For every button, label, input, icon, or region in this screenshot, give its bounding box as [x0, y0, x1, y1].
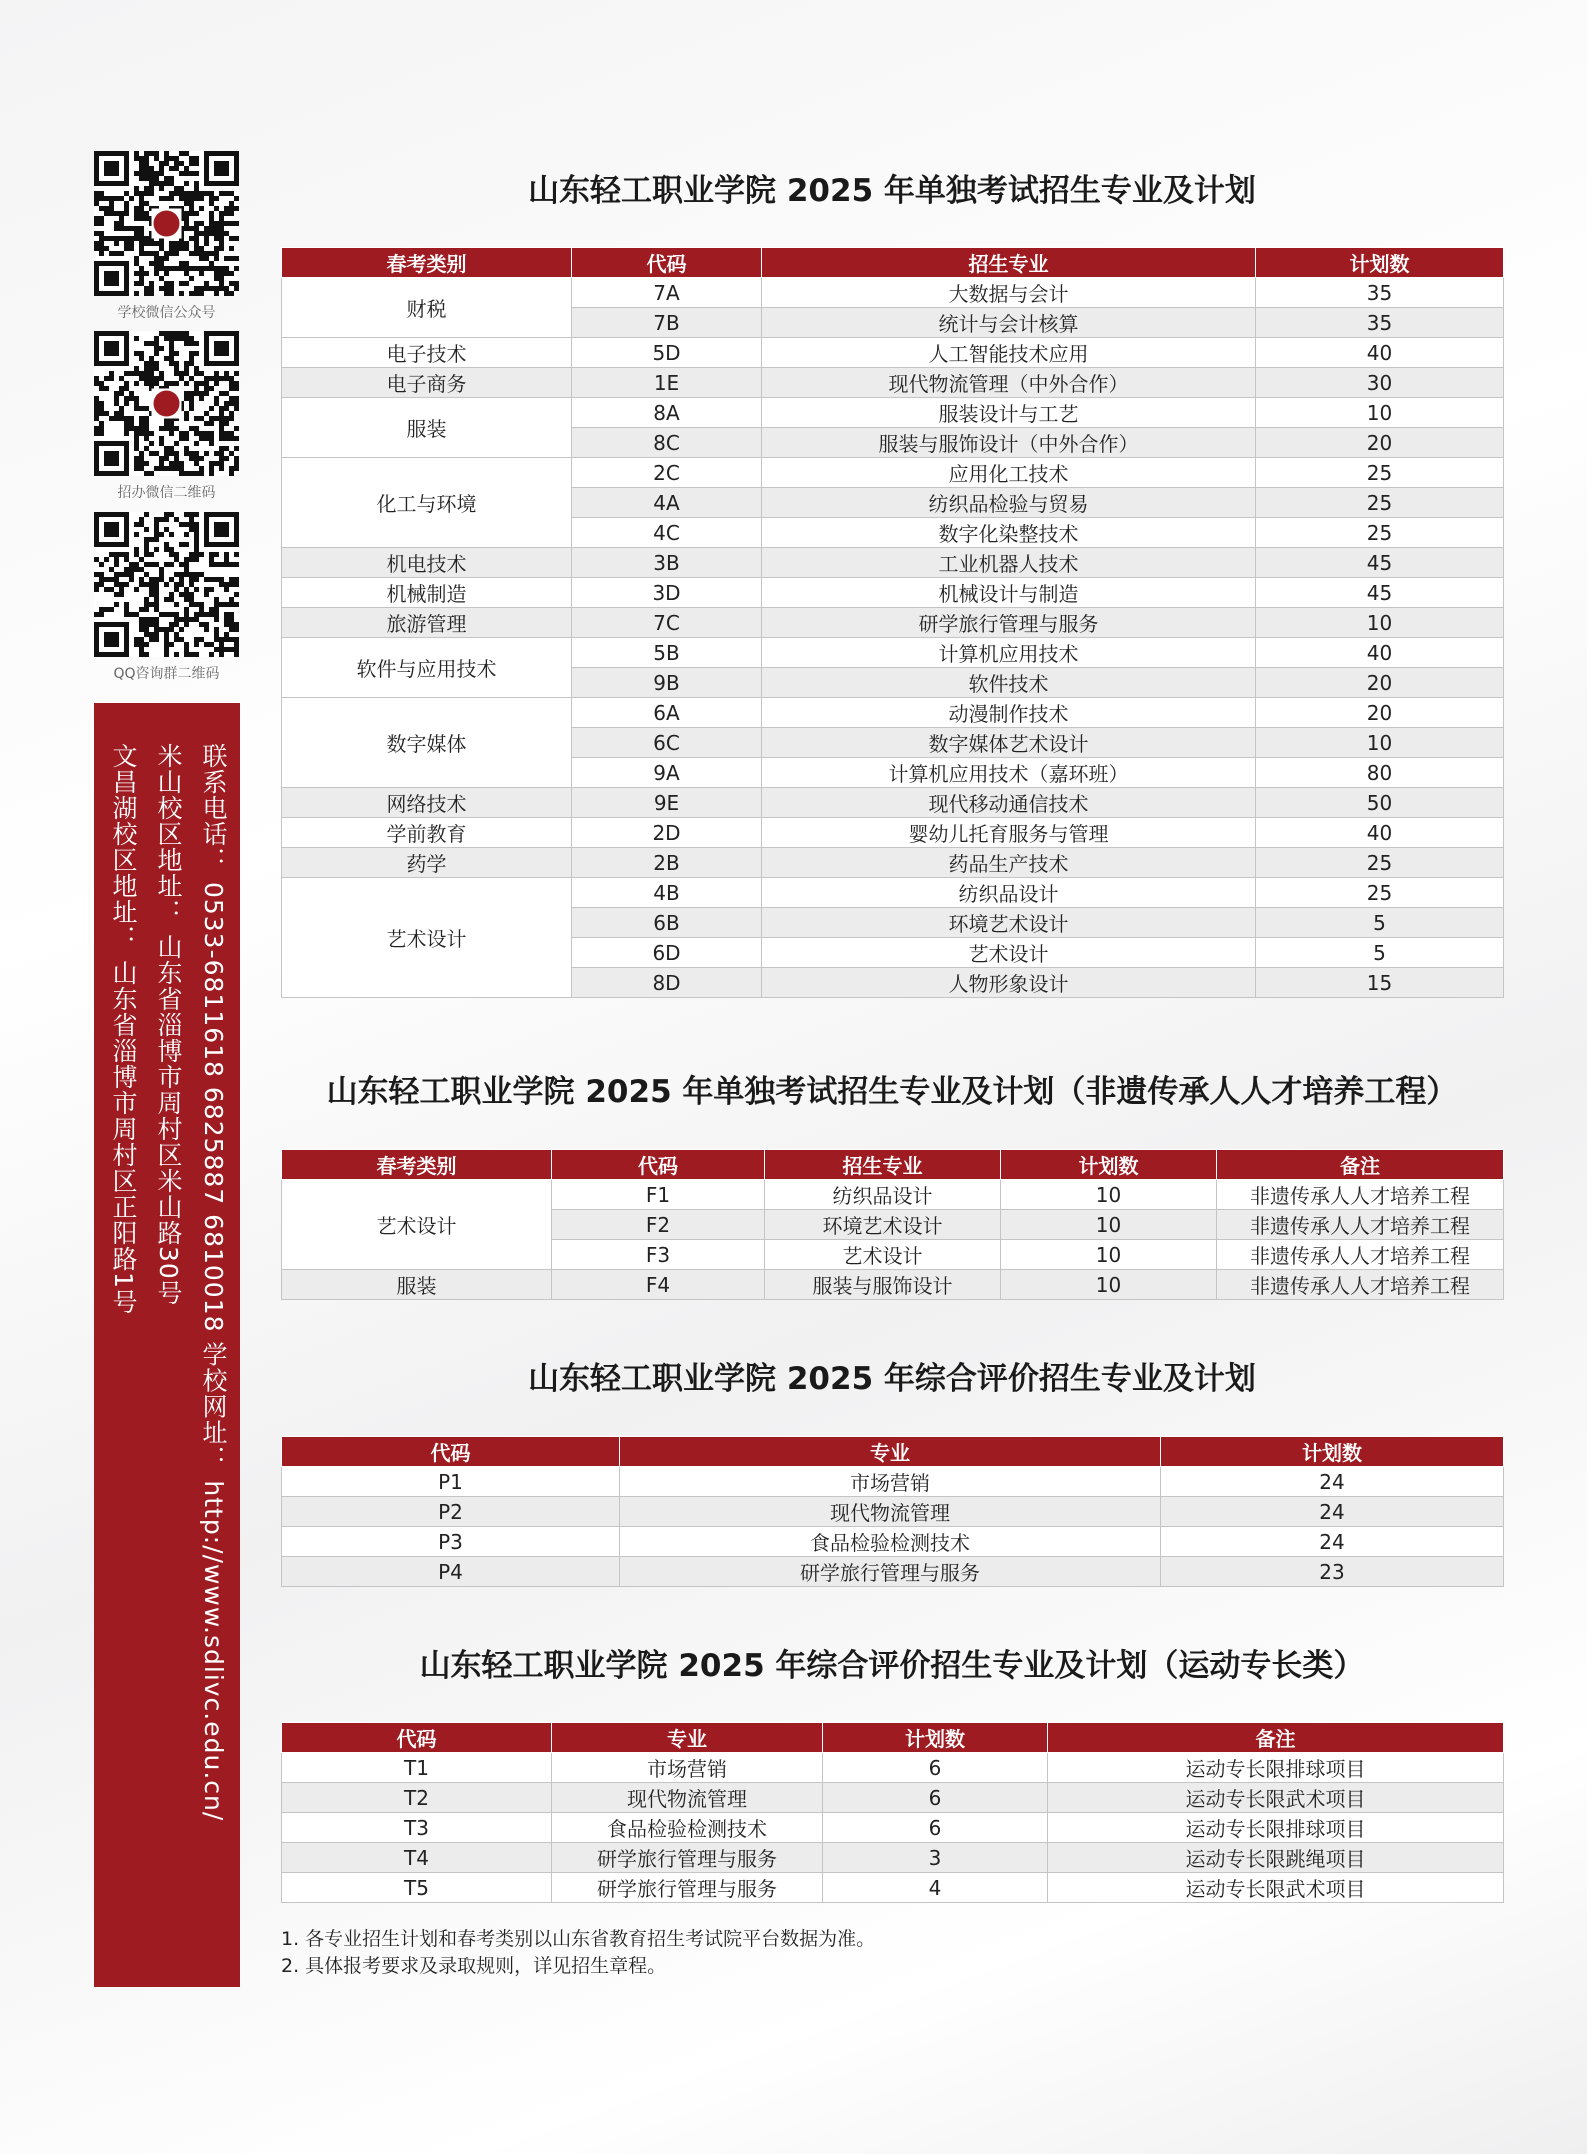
major-cell: 市场营销 — [552, 1753, 823, 1783]
quota-cell: 24 — [1161, 1497, 1504, 1527]
major-cell: 艺术设计 — [762, 938, 1256, 968]
quota-cell: 5 — [1256, 938, 1504, 968]
major-cell: 现代物流管理（中外合作） — [762, 368, 1256, 398]
table-row — [282, 818, 1504, 848]
major-cell: 药品生产技术 — [762, 848, 1256, 878]
code-cell: T5 — [282, 1873, 552, 1903]
major-cell: 研学旅行管理与服务 — [552, 1873, 823, 1903]
code-cell: 4B — [572, 878, 762, 908]
table-row — [282, 1180, 1504, 1210]
table-header-row — [282, 248, 1504, 278]
qr-block-wechat-official — [94, 151, 239, 322]
table-row — [282, 548, 1504, 578]
quota-cell: 80 — [1256, 758, 1504, 788]
major-cell: 服装与服饰设计 — [765, 1270, 1001, 1300]
code-cell: T1 — [282, 1753, 552, 1783]
code-cell: 2C — [572, 458, 762, 488]
header-cell: 代码 — [552, 1150, 765, 1180]
code-cell: F2 — [552, 1210, 765, 1240]
table-row — [282, 878, 1504, 908]
header-cell: 代码 — [282, 1437, 620, 1467]
qr-code-icon — [94, 151, 239, 296]
quota-cell: 10 — [1256, 398, 1504, 428]
quota-cell: 23 — [1161, 1557, 1504, 1587]
quota-cell: 30 — [1256, 368, 1504, 398]
major-cell: 纺织品设计 — [765, 1180, 1001, 1210]
table-row — [282, 1873, 1504, 1903]
table-row — [282, 398, 1504, 428]
quota-cell: 20 — [1256, 668, 1504, 698]
contact-phone-website: 联系电话： 0533-6811618 6825887 6810018 学校网址： http://www.sdlivc.edu.cn/ — [199, 743, 228, 1822]
code-cell: 9E — [572, 788, 762, 818]
major-cell: 食品检验检测技术 — [552, 1813, 823, 1843]
code-cell: 9B — [572, 668, 762, 698]
code-cell: 7C — [572, 608, 762, 638]
major-cell: 数字媒体艺术设计 — [762, 728, 1256, 758]
table-row — [282, 458, 1504, 488]
contact-campus-mishan: 米山校区地址： 山东省淄博市周村区米山路30号 — [154, 743, 183, 1306]
table-row — [282, 1813, 1504, 1843]
table-row — [282, 1497, 1504, 1527]
code-cell: 4C — [572, 518, 762, 548]
major-cell: 动漫制作技术 — [762, 698, 1256, 728]
category-cell: 机械制造 — [282, 578, 572, 608]
code-cell: T4 — [282, 1843, 552, 1873]
header-cell: 代码 — [572, 248, 762, 278]
category-cell: 网络技术 — [282, 788, 572, 818]
quota-cell: 15 — [1256, 968, 1504, 998]
major-cell: 计算机应用技术（嘉环班） — [762, 758, 1256, 788]
header-cell: 计划数 — [823, 1723, 1048, 1753]
quota-cell: 10 — [1001, 1180, 1217, 1210]
category-cell: 机电技术 — [282, 548, 572, 578]
major-cell: 计算机应用技术 — [762, 638, 1256, 668]
quota-cell: 45 — [1256, 578, 1504, 608]
major-cell: 现代物流管理 — [620, 1497, 1161, 1527]
major-cell: 大数据与会计 — [762, 278, 1256, 308]
category-cell: 服装 — [282, 398, 572, 458]
code-cell: 7A — [572, 278, 762, 308]
contact-campus-wenchanghu: 文昌湖校区地址： 山东省淄博市周村区正阳路1号 — [109, 743, 138, 1315]
major-cell: 软件技术 — [762, 668, 1256, 698]
code-cell: 3D — [572, 578, 762, 608]
code-cell: 6C — [572, 728, 762, 758]
code-cell: 1E — [572, 368, 762, 398]
header-cell: 备注 — [1217, 1150, 1504, 1180]
quota-cell: 10 — [1256, 728, 1504, 758]
major-cell: 纺织品检验与贸易 — [762, 488, 1256, 518]
major-cell: 服装与服饰设计（中外合作） — [762, 428, 1256, 458]
category-cell: 财税 — [282, 278, 572, 338]
major-cell: 环境艺术设计 — [762, 908, 1256, 938]
major-cell: 人工智能技术应用 — [762, 338, 1256, 368]
remark-cell: 非遗传承人人才培养工程 — [1217, 1180, 1504, 1210]
remark-cell: 非遗传承人人才培养工程 — [1217, 1210, 1504, 1240]
remark-cell: 非遗传承人人才培养工程 — [1217, 1270, 1504, 1300]
header-cell: 招生专业 — [765, 1150, 1001, 1180]
header-cell: 计划数 — [1161, 1437, 1504, 1467]
major-cell: 研学旅行管理与服务 — [620, 1557, 1161, 1587]
code-cell: 8A — [572, 398, 762, 428]
category-cell: 旅游管理 — [282, 608, 572, 638]
major-cell: 工业机器人技术 — [762, 548, 1256, 578]
quota-cell: 20 — [1256, 698, 1504, 728]
quota-cell: 5 — [1256, 908, 1504, 938]
quota-cell: 40 — [1256, 338, 1504, 368]
quota-cell: 25 — [1256, 848, 1504, 878]
qr-caption: 招办微信二维码 — [117, 485, 216, 501]
table-row — [282, 1753, 1504, 1783]
table-row — [282, 1783, 1504, 1813]
quota-cell: 24 — [1161, 1467, 1504, 1497]
footnotes — [281, 1926, 875, 1980]
major-cell: 机械设计与制造 — [762, 578, 1256, 608]
quota-cell: 10 — [1001, 1210, 1217, 1240]
qr-code-icon — [94, 512, 239, 657]
code-cell: 8D — [572, 968, 762, 998]
code-cell: 6D — [572, 938, 762, 968]
code-cell: 5D — [572, 338, 762, 368]
major-cell: 食品检验检测技术 — [620, 1527, 1161, 1557]
table-header-row — [282, 1437, 1504, 1467]
header-cell: 春考类别 — [282, 1150, 552, 1180]
remark-cell: 运动专长限排球项目 — [1048, 1813, 1504, 1843]
quota-cell: 10 — [1001, 1240, 1217, 1270]
contact-sidebar — [94, 703, 240, 1987]
quota-cell: 10 — [1256, 608, 1504, 638]
major-cell: 艺术设计 — [765, 1240, 1001, 1270]
table-row — [282, 788, 1504, 818]
quota-cell: 24 — [1161, 1527, 1504, 1557]
category-cell: 艺术设计 — [282, 1180, 552, 1270]
table-row — [282, 368, 1504, 398]
table4-title: 山东轻工职业学院 2025 年综合评价招生专业及计划（运动专长类） — [419, 1648, 1365, 1684]
major-cell: 现代移动通信技术 — [762, 788, 1256, 818]
table-row — [282, 1527, 1504, 1557]
category-cell: 电子商务 — [282, 368, 572, 398]
header-cell: 春考类别 — [282, 248, 572, 278]
code-cell: P4 — [282, 1557, 620, 1587]
major-cell: 市场营销 — [620, 1467, 1161, 1497]
footnote: 1. 各专业招生计划和春考类别以山东省教育招生考试院平台数据为准。 — [281, 1928, 876, 1950]
table2-title: 山东轻工职业学院 2025 年单独考试招生专业及计划（非遗传承人人才培养工程） — [326, 1074, 1458, 1110]
major-cell: 环境艺术设计 — [765, 1210, 1001, 1240]
table-row — [282, 1557, 1504, 1587]
quota-cell: 25 — [1256, 878, 1504, 908]
major-cell: 现代物流管理 — [552, 1783, 823, 1813]
header-cell: 备注 — [1048, 1723, 1504, 1753]
remark-cell: 非遗传承人人才培养工程 — [1217, 1240, 1504, 1270]
code-cell: 7B — [572, 308, 762, 338]
qr-block-admissions-wechat — [94, 331, 239, 502]
table-row — [282, 1467, 1504, 1497]
code-cell: 4A — [572, 488, 762, 518]
major-cell: 数字化染整技术 — [762, 518, 1256, 548]
code-cell: F3 — [552, 1240, 765, 1270]
table-row — [282, 848, 1504, 878]
header-cell: 专业 — [620, 1437, 1161, 1467]
code-cell: P2 — [282, 1497, 620, 1527]
code-cell: 8C — [572, 428, 762, 458]
major-cell: 研学旅行管理与服务 — [762, 608, 1256, 638]
major-cell: 服装设计与工艺 — [762, 398, 1256, 428]
table-row — [282, 638, 1504, 668]
qr-caption: QQ咨询群二维码 — [113, 666, 220, 682]
quota-cell: 35 — [1256, 308, 1504, 338]
code-cell: P3 — [282, 1527, 620, 1557]
table-row — [282, 1270, 1504, 1300]
major-cell: 研学旅行管理与服务 — [552, 1843, 823, 1873]
category-cell: 软件与应用技术 — [282, 638, 572, 698]
quota-cell: 3 — [823, 1843, 1048, 1873]
quota-cell: 25 — [1256, 458, 1504, 488]
code-cell: 2D — [572, 818, 762, 848]
quota-cell: 6 — [823, 1813, 1048, 1843]
quota-cell: 45 — [1256, 548, 1504, 578]
major-cell: 统计与会计核算 — [762, 308, 1256, 338]
category-cell: 化工与环境 — [282, 458, 572, 548]
table2-heritage-plan — [281, 1149, 1504, 1300]
code-cell: T3 — [282, 1813, 552, 1843]
major-cell: 婴幼儿托育服务与管理 — [762, 818, 1256, 848]
category-cell: 电子技术 — [282, 338, 572, 368]
quota-cell: 40 — [1256, 818, 1504, 848]
quota-cell: 6 — [823, 1783, 1048, 1813]
code-cell: 3B — [572, 548, 762, 578]
quota-cell: 25 — [1256, 518, 1504, 548]
qr-code-icon — [94, 331, 239, 476]
code-cell: 2B — [572, 848, 762, 878]
category-cell: 药学 — [282, 848, 572, 878]
table4-sports-plan — [281, 1722, 1504, 1903]
category-cell: 服装 — [282, 1270, 552, 1300]
table-row — [282, 578, 1504, 608]
table-row — [282, 278, 1504, 308]
major-cell: 纺织品设计 — [762, 878, 1256, 908]
table1-single-exam-plan — [281, 247, 1504, 998]
table3-title: 山东轻工职业学院 2025 年综合评价招生专业及计划 — [528, 1361, 1256, 1397]
table-row — [282, 1843, 1504, 1873]
code-cell: 9A — [572, 758, 762, 788]
code-cell: F1 — [552, 1180, 765, 1210]
quota-cell: 10 — [1001, 1270, 1217, 1300]
quota-cell: 25 — [1256, 488, 1504, 518]
header-cell: 专业 — [552, 1723, 823, 1753]
major-cell: 应用化工技术 — [762, 458, 1256, 488]
quota-cell: 50 — [1256, 788, 1504, 818]
header-cell: 计划数 — [1001, 1150, 1217, 1180]
table3-comprehensive-plan — [281, 1436, 1504, 1587]
table-header-row — [282, 1723, 1504, 1753]
code-cell: 6A — [572, 698, 762, 728]
remark-cell: 运动专长限排球项目 — [1048, 1753, 1504, 1783]
remark-cell: 运动专长限武术项目 — [1048, 1783, 1504, 1813]
table1-title: 山东轻工职业学院 2025 年单独考试招生专业及计划 — [528, 173, 1256, 209]
major-cell: 人物形象设计 — [762, 968, 1256, 998]
footnote: 2. 具体报考要求及录取规则，详见招生章程。 — [281, 1955, 667, 1977]
code-cell: 6B — [572, 908, 762, 938]
header-cell: 代码 — [282, 1723, 552, 1753]
qr-caption: 学校微信公众号 — [117, 305, 216, 321]
quota-cell: 40 — [1256, 638, 1504, 668]
remark-cell: 运动专长限武术项目 — [1048, 1873, 1504, 1903]
code-cell: F4 — [552, 1270, 765, 1300]
table-row — [282, 608, 1504, 638]
category-cell: 艺术设计 — [282, 878, 572, 998]
header-cell: 计划数 — [1256, 248, 1504, 278]
quota-cell: 35 — [1256, 278, 1504, 308]
category-cell: 数字媒体 — [282, 698, 572, 788]
quota-cell: 4 — [823, 1873, 1048, 1903]
code-cell: T2 — [282, 1783, 552, 1813]
quota-cell: 6 — [823, 1753, 1048, 1783]
quota-cell: 20 — [1256, 428, 1504, 458]
table-row — [282, 698, 1504, 728]
qr-block-qq-group — [94, 512, 239, 683]
table-header-row — [282, 1150, 1504, 1180]
header-cell: 招生专业 — [762, 248, 1256, 278]
code-cell: 5B — [572, 638, 762, 668]
category-cell: 学前教育 — [282, 818, 572, 848]
remark-cell: 运动专长限跳绳项目 — [1048, 1843, 1504, 1873]
table-row — [282, 338, 1504, 368]
code-cell: P1 — [282, 1467, 620, 1497]
